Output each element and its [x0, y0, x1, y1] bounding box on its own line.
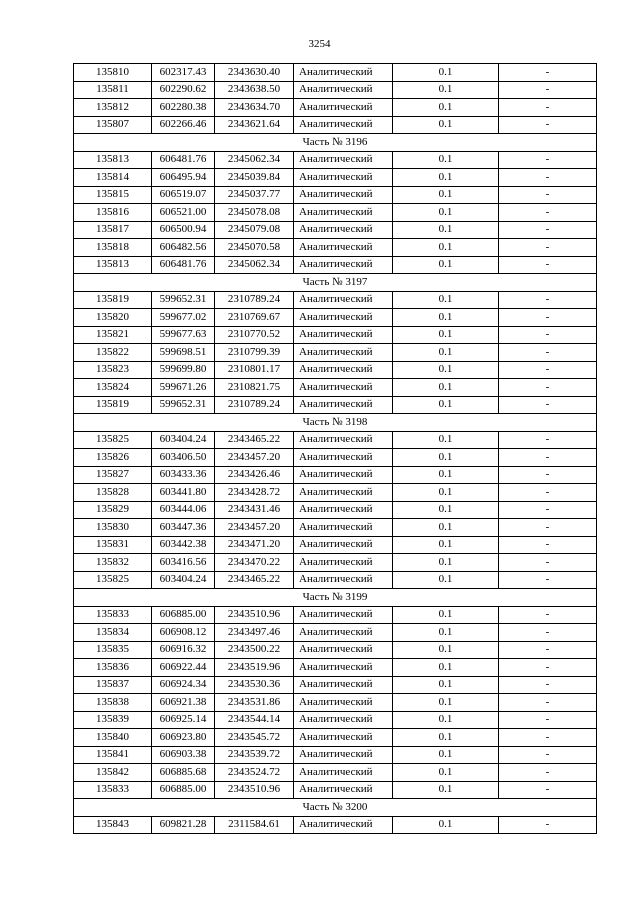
- accuracy-cell: 0.1: [393, 764, 499, 782]
- point-id-cell: 135826: [74, 449, 152, 467]
- point-id-cell: 135837: [74, 676, 152, 694]
- accuracy-cell: 0.1: [393, 659, 499, 677]
- accuracy-cell: 0.1: [393, 169, 499, 187]
- method-cell: Аналитический: [294, 344, 393, 362]
- accuracy-cell: 0.1: [393, 396, 499, 414]
- method-cell: Аналитический: [294, 816, 393, 834]
- x-coordinate-cell: 606481.76: [152, 256, 215, 274]
- x-coordinate-cell: 606921.38: [152, 694, 215, 712]
- method-cell: Аналитический: [294, 379, 393, 397]
- table-row: [74, 204, 597, 222]
- accuracy-cell: 0.1: [393, 326, 499, 344]
- x-coordinate-cell: 599671.26: [152, 379, 215, 397]
- note-cell: -: [499, 676, 597, 694]
- table-row: [74, 571, 597, 589]
- y-coordinate-cell: 2343470.22: [215, 554, 294, 572]
- table-row: [74, 379, 597, 397]
- point-id-cell: 135828: [74, 484, 152, 502]
- accuracy-cell: 0.1: [393, 186, 499, 204]
- table-row: [74, 116, 597, 134]
- note-cell: -: [499, 169, 597, 187]
- accuracy-cell: 0.1: [393, 746, 499, 764]
- section-title: Часть № 3200: [74, 799, 597, 817]
- point-id-cell: 135819: [74, 396, 152, 414]
- x-coordinate-cell: 603441.80: [152, 484, 215, 502]
- table-row: [74, 396, 597, 414]
- note-cell: -: [499, 816, 597, 834]
- point-id-cell: 135816: [74, 204, 152, 222]
- y-coordinate-cell: 2343428.72: [215, 484, 294, 502]
- section-header-row: [74, 799, 597, 817]
- y-coordinate-cell: 2343457.20: [215, 449, 294, 467]
- y-coordinate-cell: 2345062.34: [215, 151, 294, 169]
- method-cell: Аналитический: [294, 519, 393, 537]
- x-coordinate-cell: 606482.56: [152, 239, 215, 257]
- table-row: [74, 764, 597, 782]
- table-row: [74, 344, 597, 362]
- table-row: [74, 484, 597, 502]
- table-row: [74, 256, 597, 274]
- x-coordinate-cell: 606924.34: [152, 676, 215, 694]
- accuracy-cell: 0.1: [393, 361, 499, 379]
- y-coordinate-cell: 2343545.72: [215, 729, 294, 747]
- y-coordinate-cell: 2343630.40: [215, 64, 294, 82]
- method-cell: Аналитический: [294, 326, 393, 344]
- x-coordinate-cell: 606923.80: [152, 729, 215, 747]
- note-cell: -: [499, 326, 597, 344]
- point-id-cell: 135822: [74, 344, 152, 362]
- note-cell: -: [499, 396, 597, 414]
- y-coordinate-cell: 2310789.24: [215, 291, 294, 309]
- point-id-cell: 135811: [74, 81, 152, 99]
- note-cell: -: [499, 484, 597, 502]
- point-id-cell: 135813: [74, 256, 152, 274]
- y-coordinate-cell: 2345070.58: [215, 239, 294, 257]
- x-coordinate-cell: 599677.02: [152, 309, 215, 327]
- method-cell: Аналитический: [294, 624, 393, 642]
- x-coordinate-cell: 603416.56: [152, 554, 215, 572]
- note-cell: -: [499, 239, 597, 257]
- section-title: Часть № 3196: [74, 134, 597, 152]
- point-id-cell: 135835: [74, 641, 152, 659]
- method-cell: Аналитический: [294, 116, 393, 134]
- point-id-cell: 135815: [74, 186, 152, 204]
- x-coordinate-cell: 599677.63: [152, 326, 215, 344]
- point-id-cell: 135820: [74, 309, 152, 327]
- y-coordinate-cell: 2311584.61: [215, 816, 294, 834]
- accuracy-cell: 0.1: [393, 641, 499, 659]
- section-title: Часть № 3198: [74, 414, 597, 432]
- table-row: [74, 641, 597, 659]
- point-id-cell: 135812: [74, 99, 152, 117]
- method-cell: Аналитический: [294, 764, 393, 782]
- y-coordinate-cell: 2343539.72: [215, 746, 294, 764]
- table-row: [74, 186, 597, 204]
- y-coordinate-cell: 2310821.75: [215, 379, 294, 397]
- method-cell: Аналитический: [294, 746, 393, 764]
- accuracy-cell: 0.1: [393, 501, 499, 519]
- accuracy-cell: 0.1: [393, 344, 499, 362]
- x-coordinate-cell: 606922.44: [152, 659, 215, 677]
- accuracy-cell: 0.1: [393, 554, 499, 572]
- y-coordinate-cell: 2343524.72: [215, 764, 294, 782]
- table-row: [74, 659, 597, 677]
- note-cell: -: [499, 781, 597, 799]
- y-coordinate-cell: 2310770.52: [215, 326, 294, 344]
- note-cell: -: [499, 151, 597, 169]
- y-coordinate-cell: 2345078.08: [215, 204, 294, 222]
- accuracy-cell: 0.1: [393, 466, 499, 484]
- accuracy-cell: 0.1: [393, 536, 499, 554]
- method-cell: Аналитический: [294, 239, 393, 257]
- note-cell: -: [499, 221, 597, 239]
- note-cell: -: [499, 116, 597, 134]
- note-cell: -: [499, 519, 597, 537]
- point-id-cell: 135842: [74, 764, 152, 782]
- table-row: [74, 431, 597, 449]
- method-cell: Аналитический: [294, 449, 393, 467]
- method-cell: Аналитический: [294, 711, 393, 729]
- method-cell: Аналитический: [294, 361, 393, 379]
- y-coordinate-cell: 2345062.34: [215, 256, 294, 274]
- note-cell: -: [499, 501, 597, 519]
- table-row: [74, 606, 597, 624]
- accuracy-cell: 0.1: [393, 449, 499, 467]
- method-cell: Аналитический: [294, 571, 393, 589]
- table-row: [74, 81, 597, 99]
- table-row: [74, 624, 597, 642]
- method-cell: Аналитический: [294, 396, 393, 414]
- y-coordinate-cell: 2343634.70: [215, 99, 294, 117]
- point-id-cell: 135832: [74, 554, 152, 572]
- x-coordinate-cell: 603404.24: [152, 571, 215, 589]
- y-coordinate-cell: 2343500.22: [215, 641, 294, 659]
- method-cell: Аналитический: [294, 221, 393, 239]
- x-coordinate-cell: 606908.12: [152, 624, 215, 642]
- method-cell: Аналитический: [294, 81, 393, 99]
- point-id-cell: 135825: [74, 431, 152, 449]
- note-cell: -: [499, 186, 597, 204]
- section-header-row: [74, 274, 597, 292]
- coordinates-table: [73, 63, 597, 834]
- note-cell: -: [499, 711, 597, 729]
- accuracy-cell: 0.1: [393, 309, 499, 327]
- table-row: [74, 309, 597, 327]
- note-cell: -: [499, 641, 597, 659]
- note-cell: -: [499, 64, 597, 82]
- x-coordinate-cell: 606885.00: [152, 606, 215, 624]
- point-id-cell: 135843: [74, 816, 152, 834]
- note-cell: -: [499, 624, 597, 642]
- y-coordinate-cell: 2343519.96: [215, 659, 294, 677]
- x-coordinate-cell: 603406.50: [152, 449, 215, 467]
- accuracy-cell: 0.1: [393, 379, 499, 397]
- accuracy-cell: 0.1: [393, 694, 499, 712]
- point-id-cell: 135813: [74, 151, 152, 169]
- table-row: [74, 169, 597, 187]
- point-id-cell: 135833: [74, 781, 152, 799]
- x-coordinate-cell: 602290.62: [152, 81, 215, 99]
- method-cell: Аналитический: [294, 641, 393, 659]
- coordinates-table-body: [74, 64, 597, 834]
- y-coordinate-cell: 2343621.64: [215, 116, 294, 134]
- method-cell: Аналитический: [294, 291, 393, 309]
- method-cell: Аналитический: [294, 169, 393, 187]
- method-cell: Аналитический: [294, 186, 393, 204]
- method-cell: Аналитический: [294, 501, 393, 519]
- y-coordinate-cell: 2343544.14: [215, 711, 294, 729]
- point-id-cell: 135819: [74, 291, 152, 309]
- table-row: [74, 151, 597, 169]
- x-coordinate-cell: 606481.76: [152, 151, 215, 169]
- point-id-cell: 135825: [74, 571, 152, 589]
- y-coordinate-cell: 2343510.96: [215, 781, 294, 799]
- method-cell: Аналитический: [294, 466, 393, 484]
- point-id-cell: 135830: [74, 519, 152, 537]
- note-cell: -: [499, 694, 597, 712]
- accuracy-cell: 0.1: [393, 151, 499, 169]
- section-title: Часть № 3197: [74, 274, 597, 292]
- x-coordinate-cell: 606885.68: [152, 764, 215, 782]
- method-cell: Аналитический: [294, 256, 393, 274]
- y-coordinate-cell: 2343530.36: [215, 676, 294, 694]
- point-id-cell: 135840: [74, 729, 152, 747]
- x-coordinate-cell: 599699.80: [152, 361, 215, 379]
- accuracy-cell: 0.1: [393, 624, 499, 642]
- accuracy-cell: 0.1: [393, 291, 499, 309]
- y-coordinate-cell: 2343497.46: [215, 624, 294, 642]
- table-row: [74, 291, 597, 309]
- table-row: [74, 781, 597, 799]
- x-coordinate-cell: 606495.94: [152, 169, 215, 187]
- x-coordinate-cell: 599652.31: [152, 396, 215, 414]
- section-title: Часть № 3199: [74, 589, 597, 607]
- point-id-cell: 135814: [74, 169, 152, 187]
- point-id-cell: 135841: [74, 746, 152, 764]
- method-cell: Аналитический: [294, 431, 393, 449]
- accuracy-cell: 0.1: [393, 484, 499, 502]
- method-cell: Аналитический: [294, 729, 393, 747]
- note-cell: -: [499, 449, 597, 467]
- note-cell: -: [499, 81, 597, 99]
- accuracy-cell: 0.1: [393, 239, 499, 257]
- x-coordinate-cell: 603444.06: [152, 501, 215, 519]
- note-cell: -: [499, 764, 597, 782]
- x-coordinate-cell: 606521.00: [152, 204, 215, 222]
- table-row: [74, 501, 597, 519]
- accuracy-cell: 0.1: [393, 606, 499, 624]
- method-cell: Аналитический: [294, 204, 393, 222]
- point-id-cell: 135817: [74, 221, 152, 239]
- table-row: [74, 239, 597, 257]
- point-id-cell: 135838: [74, 694, 152, 712]
- method-cell: Аналитический: [294, 676, 393, 694]
- x-coordinate-cell: 606500.94: [152, 221, 215, 239]
- accuracy-cell: 0.1: [393, 571, 499, 589]
- x-coordinate-cell: 599698.51: [152, 344, 215, 362]
- method-cell: Аналитический: [294, 484, 393, 502]
- y-coordinate-cell: 2343638.50: [215, 81, 294, 99]
- point-id-cell: 135824: [74, 379, 152, 397]
- method-cell: Аналитический: [294, 659, 393, 677]
- section-header-row: [74, 414, 597, 432]
- x-coordinate-cell: 603433.36: [152, 466, 215, 484]
- note-cell: -: [499, 554, 597, 572]
- method-cell: Аналитический: [294, 606, 393, 624]
- table-row: [74, 554, 597, 572]
- point-id-cell: 135831: [74, 536, 152, 554]
- accuracy-cell: 0.1: [393, 81, 499, 99]
- page-number: 3254: [308, 38, 331, 50]
- y-coordinate-cell: 2343510.96: [215, 606, 294, 624]
- note-cell: -: [499, 729, 597, 747]
- method-cell: Аналитический: [294, 536, 393, 554]
- table-row: [74, 64, 597, 82]
- y-coordinate-cell: 2343426.46: [215, 466, 294, 484]
- point-id-cell: 135823: [74, 361, 152, 379]
- method-cell: Аналитический: [294, 781, 393, 799]
- accuracy-cell: 0.1: [393, 99, 499, 117]
- table-row: [74, 816, 597, 834]
- section-header-row: [74, 589, 597, 607]
- accuracy-cell: 0.1: [393, 711, 499, 729]
- note-cell: -: [499, 256, 597, 274]
- table-row: [74, 326, 597, 344]
- method-cell: Аналитический: [294, 309, 393, 327]
- x-coordinate-cell: 602317.43: [152, 64, 215, 82]
- accuracy-cell: 0.1: [393, 64, 499, 82]
- table-row: [74, 694, 597, 712]
- x-coordinate-cell: 606519.07: [152, 186, 215, 204]
- point-id-cell: 135827: [74, 466, 152, 484]
- table-row: [74, 729, 597, 747]
- note-cell: -: [499, 606, 597, 624]
- note-cell: -: [499, 431, 597, 449]
- y-coordinate-cell: 2343465.22: [215, 431, 294, 449]
- table-row: [74, 449, 597, 467]
- x-coordinate-cell: 602266.46: [152, 116, 215, 134]
- accuracy-cell: 0.1: [393, 781, 499, 799]
- table-row: [74, 519, 597, 537]
- x-coordinate-cell: 602280.38: [152, 99, 215, 117]
- y-coordinate-cell: 2310801.17: [215, 361, 294, 379]
- accuracy-cell: 0.1: [393, 519, 499, 537]
- accuracy-cell: 0.1: [393, 204, 499, 222]
- accuracy-cell: 0.1: [393, 729, 499, 747]
- point-id-cell: 135807: [74, 116, 152, 134]
- point-id-cell: 135833: [74, 606, 152, 624]
- y-coordinate-cell: 2310799.39: [215, 344, 294, 362]
- method-cell: Аналитический: [294, 694, 393, 712]
- note-cell: -: [499, 466, 597, 484]
- note-cell: -: [499, 659, 597, 677]
- y-coordinate-cell: 2310789.24: [215, 396, 294, 414]
- note-cell: -: [499, 536, 597, 554]
- table-row: [74, 466, 597, 484]
- accuracy-cell: 0.1: [393, 816, 499, 834]
- table-row: [74, 361, 597, 379]
- x-coordinate-cell: 603447.36: [152, 519, 215, 537]
- accuracy-cell: 0.1: [393, 221, 499, 239]
- table-row: [74, 746, 597, 764]
- note-cell: -: [499, 746, 597, 764]
- y-coordinate-cell: 2345079.08: [215, 221, 294, 239]
- method-cell: Аналитический: [294, 151, 393, 169]
- point-id-cell: 135834: [74, 624, 152, 642]
- x-coordinate-cell: 599652.31: [152, 291, 215, 309]
- y-coordinate-cell: 2345037.77: [215, 186, 294, 204]
- method-cell: Аналитический: [294, 64, 393, 82]
- method-cell: Аналитический: [294, 554, 393, 572]
- note-cell: -: [499, 291, 597, 309]
- y-coordinate-cell: 2343465.22: [215, 571, 294, 589]
- section-header-row: [74, 134, 597, 152]
- note-cell: -: [499, 571, 597, 589]
- note-cell: -: [499, 344, 597, 362]
- x-coordinate-cell: 606903.38: [152, 746, 215, 764]
- accuracy-cell: 0.1: [393, 431, 499, 449]
- note-cell: -: [499, 204, 597, 222]
- method-cell: Аналитический: [294, 99, 393, 117]
- note-cell: -: [499, 309, 597, 327]
- x-coordinate-cell: 603442.38: [152, 536, 215, 554]
- table-row: [74, 221, 597, 239]
- point-id-cell: 135836: [74, 659, 152, 677]
- accuracy-cell: 0.1: [393, 256, 499, 274]
- y-coordinate-cell: 2343457.20: [215, 519, 294, 537]
- accuracy-cell: 0.1: [393, 676, 499, 694]
- x-coordinate-cell: 606885.00: [152, 781, 215, 799]
- accuracy-cell: 0.1: [393, 116, 499, 134]
- table-row: [74, 536, 597, 554]
- note-cell: -: [499, 361, 597, 379]
- table-row: [74, 711, 597, 729]
- x-coordinate-cell: 609821.28: [152, 816, 215, 834]
- y-coordinate-cell: 2343471.20: [215, 536, 294, 554]
- point-id-cell: 135810: [74, 64, 152, 82]
- y-coordinate-cell: 2343531.86: [215, 694, 294, 712]
- y-coordinate-cell: 2345039.84: [215, 169, 294, 187]
- point-id-cell: 135829: [74, 501, 152, 519]
- point-id-cell: 135839: [74, 711, 152, 729]
- x-coordinate-cell: 606925.14: [152, 711, 215, 729]
- y-coordinate-cell: 2343431.46: [215, 501, 294, 519]
- x-coordinate-cell: 603404.24: [152, 431, 215, 449]
- note-cell: -: [499, 99, 597, 117]
- table-row: [74, 676, 597, 694]
- note-cell: -: [499, 379, 597, 397]
- point-id-cell: 135821: [74, 326, 152, 344]
- x-coordinate-cell: 606916.32: [152, 641, 215, 659]
- table-row: [74, 99, 597, 117]
- y-coordinate-cell: 2310769.67: [215, 309, 294, 327]
- point-id-cell: 135818: [74, 239, 152, 257]
